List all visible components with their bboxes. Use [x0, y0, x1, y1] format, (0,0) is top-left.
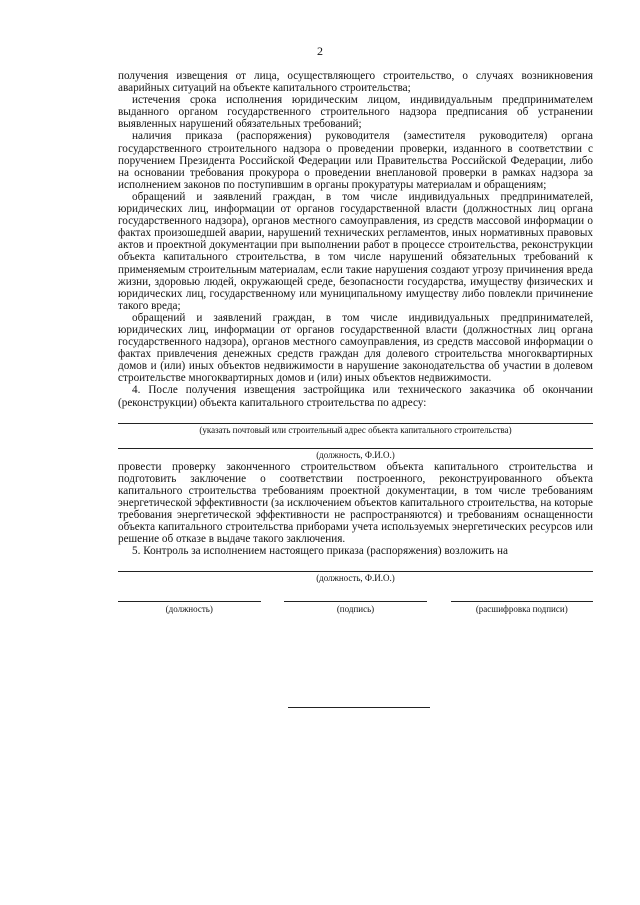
signature-signature-caption: (подпись): [336, 604, 375, 615]
paragraph-item-5: 5. Контроль за исполнением настоящего приказа (распоряжения) возложить на: [132, 545, 508, 558]
address-line: [118, 423, 593, 424]
signature-decoding: [451, 601, 594, 615]
signature-block: [118, 601, 593, 615]
signature-position-caption: (должность): [165, 604, 213, 615]
address-caption: (указать почтовый или строительный адрес объекта капитального строительства): [199, 424, 512, 435]
signature-signature: [284, 601, 427, 615]
paragraph-citizen-appeals-shared-construction: обращений и заявлений граждан, в том числе индивидуальных предпринимателей, юридических лиц, информации от органов государственной власти (должностных лиц органа государственного надзора), органов местного самоуправления, из средств массовой информации о фактах привлечения денежных средств граждан для долевого строительства многоквартирных домов и (или) иных объектов недвижимости в нарушение законодательства об участии в долевом строительстве многоквартирных домов и (или) иных объектов недвижимости.: [118, 311, 593, 385]
signature-decoding-caption: (расшифровка подписи): [475, 604, 568, 615]
position-name-line-1: [118, 448, 593, 449]
page-number: 2: [317, 44, 323, 58]
paragraph-item-4: 4. После получения извещения застройщика или технического заказчика об окончании (реконструкции) объекта капитального строительства по адресу:: [118, 384, 593, 409]
end-rule: [288, 707, 430, 708]
position-name-caption-2: (должность, Ф.И.О.): [316, 573, 395, 584]
paragraph-inspection: провести проверку законченного строительством объекта капитального строительства и подготовить заключение о соответствии построенного, реконструированного объекта капитального строительства требованиям проектной документации, в том числе требованиям энергетической эффективности (за исключением объектов капитального строительства, на которые требования энергетической эффективности не распространяются) и требованиям оснащенности объекта капитального строительства приборами учета используемых энергетических ресурсов или решение об отказе в выдаче такого заключения.: [118, 460, 593, 546]
position-name-caption-1: (должность, Ф.И.О.): [316, 449, 395, 460]
signature-position: [118, 601, 261, 615]
paragraph-citizen-appeals-violations: обращений и заявлений граждан, в том числе индивидуальных предпринимателей, юридических лиц, информации от органов государственной власти (должностных лиц органа государственного надзора), органов местного самоуправления, из средств массовой информации о фактах произошедшей аварии, нарушений технических регламентов, иных нормативных правовых актов и проектной документации при выполнении работ в процессе строительства, реконструкции объекта капитального строительства, в том числе нарушений обязательных требований к применяемым строительным материалам, если такие нарушения создают угрозу причинения вреда жизни, здоровью людей, окружающей среде, безопасности государства, имуществу физических и юридических лиц, государственному или муниципальному имуществу либо повлекли причинение такого вреда;: [118, 190, 593, 312]
paragraph-accident-notice: получения извещения от лица, осуществляющего строительство, о случаях возникновения аварийных ситуаций на объекте капитального строительства;: [118, 70, 593, 95]
document-body: [118, 70, 593, 615]
paragraph-prescription-expiry: истечения срока исполнения юридическим лицом, индивидуальным предпринимателем выданного органом государственного строительного надзора предписания об устранении выявленных нарушений обязательных требований;: [118, 94, 593, 131]
paragraph-order-presence: наличия приказа (распоряжения) руководителя (заместителя руководителя) органа государственного строительного надзора о проведении проверки, изданного в соответствии с поручением Президента Российской Федерации или Правительства Российской Федерации, либо на основании требования прокурора о проведении внеплановой проверки в рамках надзора за исполнением законов по поступившим в органы прокуратуры материалам и обращениям;: [118, 130, 593, 191]
position-name-line-2: [118, 571, 593, 572]
